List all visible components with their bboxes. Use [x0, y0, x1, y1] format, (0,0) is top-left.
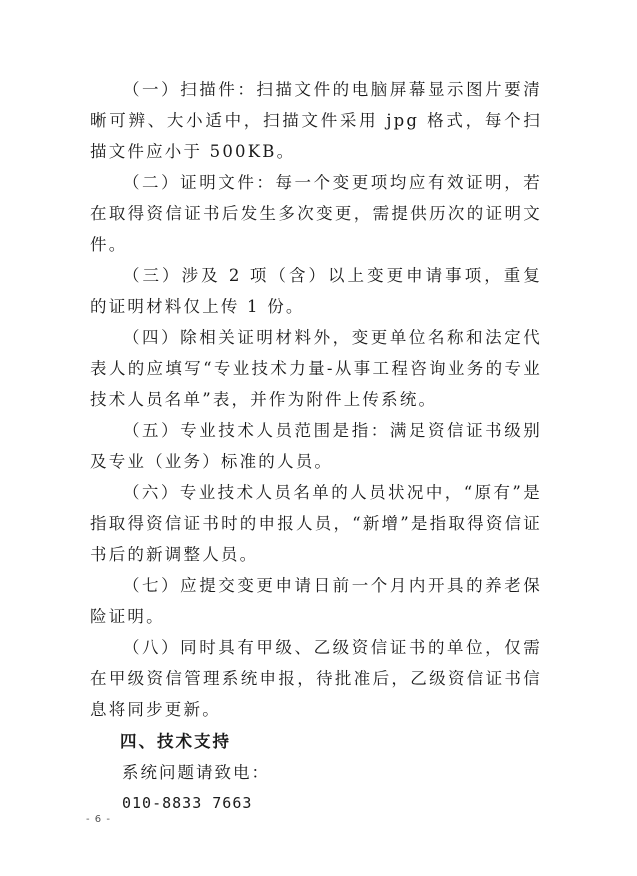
paragraph-staff-list: （四）除相关证明材料外，变更单位名称和法定代表人的应填写“专业技术力量-从事工程咨询业务的专业技术人员名单”表，并作为附件上传系统。 — [90, 328, 542, 409]
document-body — [90, 74, 542, 819]
paragraph-proof-documents: （二）证明文件：每一个变更项均应有效证明，若在取得资信证书后发生多次变更，需提供历次的证明文件。 — [90, 173, 542, 254]
paragraph-dual-grade: （八）同时具有甲级、乙级资信证书的单位，仅需在甲级资信管理系统申报，待批准后，乙级资信证书信息将同步更新。 — [90, 638, 542, 719]
support-phone-number: 010-8833 7663 — [122, 794, 253, 812]
section-heading-tech-support: 四、技术支持 — [120, 732, 231, 751]
paragraph-duplicate-materials: （三）涉及 2 项（含）以上变更申请事项，重复的证明材料仅上传 1 份。 — [90, 266, 542, 316]
paragraph-staff-status: （六）专业技术人员名单的人员状况中，“原有”是指取得资信证书时的申报人员，“新增”是指取得资信证书后的新调整人员。 — [90, 483, 542, 564]
paragraph-scan-file: （一）扫描件：扫描文件的电脑屏幕显示图片要清晰可辨、大小适中，扫描文件采用 jpg 格式，每个扫描文件应小于 500KB。 — [90, 80, 542, 161]
paragraph-pension-proof: （七）应提交变更申请日前一个月内开具的养老保险证明。 — [90, 576, 542, 626]
paragraph-staff-scope: （五）专业技术人员范围是指：满足资信证书级别及专业（业务）标准的人员。 — [90, 421, 542, 471]
page-number: - 6 - — [86, 814, 111, 825]
contact-label: 系统问题请致电： — [122, 763, 270, 782]
